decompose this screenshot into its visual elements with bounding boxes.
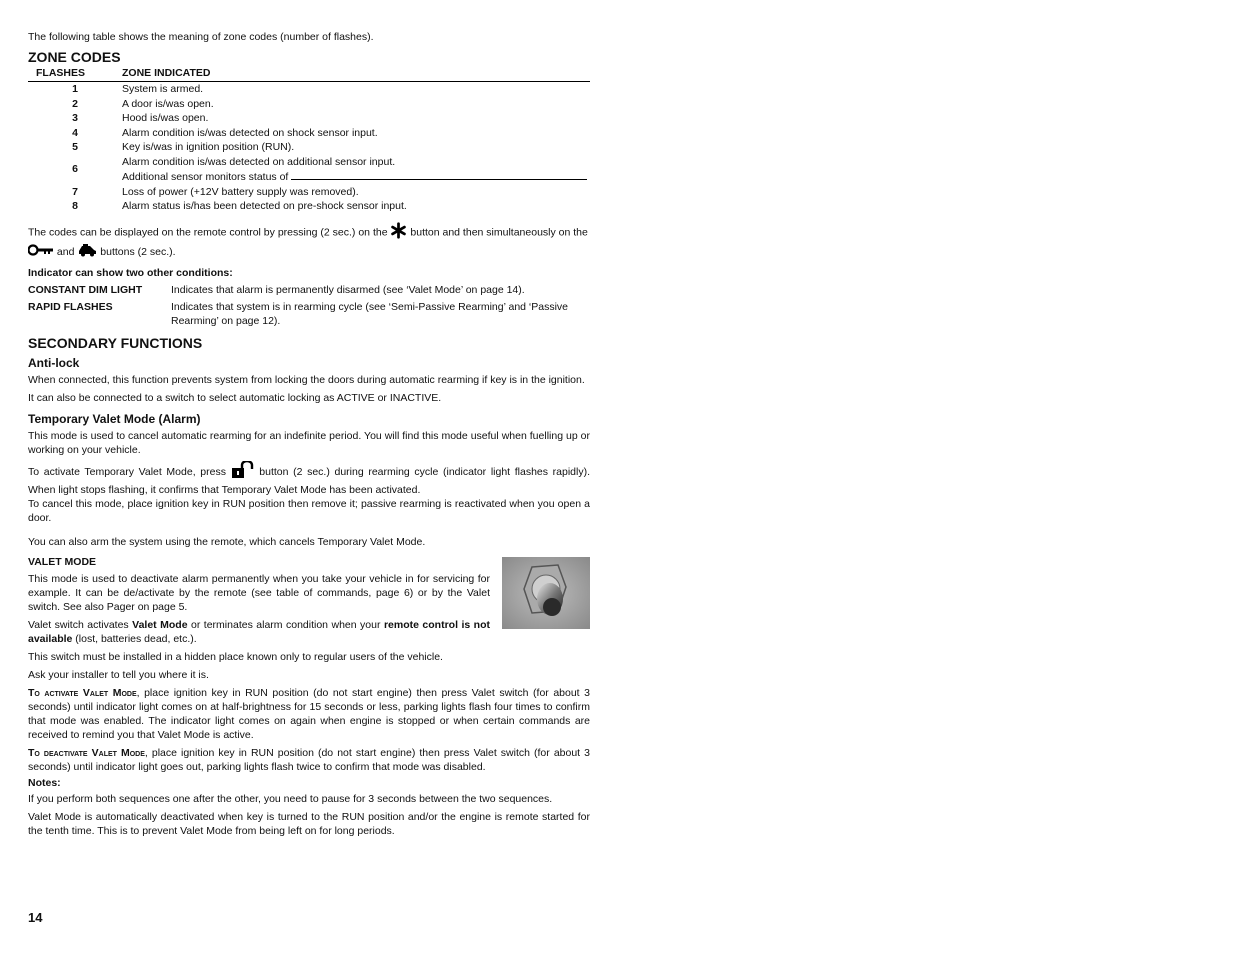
valet-p2: Valet switch activates Valet Mode or terminates alarm condition when your remote control is not available (lost, batteries dead, etc.). [28,618,490,645]
zone-flash-count: 5 [72,141,78,153]
zone-flash-count: 1 [72,83,78,95]
zone-description: Key is/was in ignition position (RUN). [122,141,295,153]
temp-valet-title: Temporary Valet Mode (Alarm) [28,411,201,426]
col-zone: ZONE INDICATED [122,66,590,82]
document-page [28,30,590,842]
zone-description: Hood is/was open. [122,112,209,124]
valet-activate: To activate Valet Mode, place ignition key in RUN position (do not start engine) then press Valet switch (for about 3 seconds) until indicator light comes on at half-brightness for 15 seconds or less, parking lights flash four times to confirm that mode was enabled. The indicator light comes on again when engine is stopped or when certain commands are received to remind you that Valet Mode is active. [28,686,590,741]
unlock-icon [231,461,255,483]
antilock-p2: It can also be connected to a switch to select automatic locking as ACTIVE or INACTIVE. [28,391,442,404]
valet-p3: This switch must be installed in a hidden place known only to regular users of the vehicle. [28,650,443,663]
condition-description: Indicates that alarm is permanently disarmed (see ‘Valet Mode’ on page 14). [171,283,525,296]
asterisk-icon [390,222,407,243]
fill-in-blank [291,169,587,180]
zone-flash-count: 2 [72,97,78,110]
zone-codes-table [28,66,590,214]
table-row [28,97,590,112]
car-icon [77,243,97,261]
zone-description: Alarm condition is/was detected on shock sensor input. [122,126,378,139]
note-1: If you perform both sequences one after the other, you need to pause for 3 seconds between the two sequences. [28,792,553,805]
col-flashes: FLASHES [28,66,122,82]
valet-switch-image [502,557,590,629]
table-row [28,199,590,214]
indicator-heading: Indicator can show two other conditions: [28,266,233,279]
note-2: Valet Mode is automatically deactivated when key is turned to the RUN position and/or the engine is remote started for the tenth time. This is to prevent Valet Mode from being left on for long periods. [28,810,590,837]
table-row [28,140,590,155]
indicator-conditions [28,283,590,328]
table-row [28,126,590,141]
zone-flash-count: 4 [72,126,78,139]
table-row [28,185,590,200]
condition-name: CONSTANT DIM LIGHT [28,283,143,296]
temp-valet-p3: To cancel this mode, place ignition key in RUN position then remove it; passive rearming is reactivated when you open a door. [28,497,590,524]
key-icon [28,244,54,260]
zone-flash-count: 8 [72,200,78,212]
secondary-title: SECONDARY FUNCTIONS [28,334,203,351]
valet-title: VALET MODE [28,555,97,568]
valet-deactivate: To deactivate Valet Mode, place ignition key in RUN position (do not start engine) then press Valet switch (for about 3 seconds) until indicator light goes out, parking lights flash twice to confirm that mode was disabled. [28,746,590,773]
antilock-p1: When connected, this function prevents system from locking the doors during automatic rearming if key is in the ignition. [28,373,585,386]
antilock-title: Anti-lock [28,355,80,370]
intro-text: The following table shows the meaning of zone codes (number of flashes). [28,31,374,43]
table-row [28,155,590,185]
zone-flash-count: 7 [72,185,78,198]
valet-p1: This mode is used to deactivate alarm permanently when you take your vehicle in for servicing for example. It can be de/activate by the remote (see table of commands, page 6) or by the Valet switch. See also Pager on page 5. [28,572,490,613]
notes-title: Notes: [28,776,61,789]
valet-p4: Ask your installer to tell you where it is. [28,668,209,681]
page-number: 14 [28,910,43,925]
zone-description: System is armed. [122,83,204,95]
condition-description: Indicates that system is in rearming cycle (see ‘Semi-Passive Rearming’ and ‘Passive Rearming’ on page 12). [171,300,569,327]
valet-section [28,555,590,646]
condition-name: RAPID FLASHES [28,300,113,313]
zone-description: A door is/was open. [122,97,214,110]
zone-flash-count: 3 [72,112,78,124]
zone-codes-title: ZONE CODES [28,49,121,65]
temp-valet-p1: This mode is used to cancel automatic rearming for an indefinite period. You will find this mode useful when fuelling up or working on your vehicle. [28,429,590,456]
codes-display-text: The codes can be displayed on the remote control by pressing (2 sec.) on the button and then simultaneously on the and buttons (2 sec.). [28,222,590,261]
table-row [28,111,590,126]
temp-valet-p2: To activate Temporary Valet Mode, press button (2 sec.) during rearming cycle (indicator light flashes rapidly). When light stops flashing, it confirms that Temporary Valet Mode has been activated. [28,461,590,497]
table-row [28,82,590,97]
zone-description: Loss of power (+12V battery supply was removed). [122,185,359,198]
zone-description: Alarm condition is/was detected on additional sensor input. Additional sensor monitors status of [122,155,590,185]
zone-flash-count: 6 [72,163,78,176]
temp-valet-p4: You can also arm the system using the remote, which cancels Temporary Valet Mode. [28,535,426,548]
zone-description: Alarm status is/has been detected on pre-shock sensor input. [122,200,407,212]
